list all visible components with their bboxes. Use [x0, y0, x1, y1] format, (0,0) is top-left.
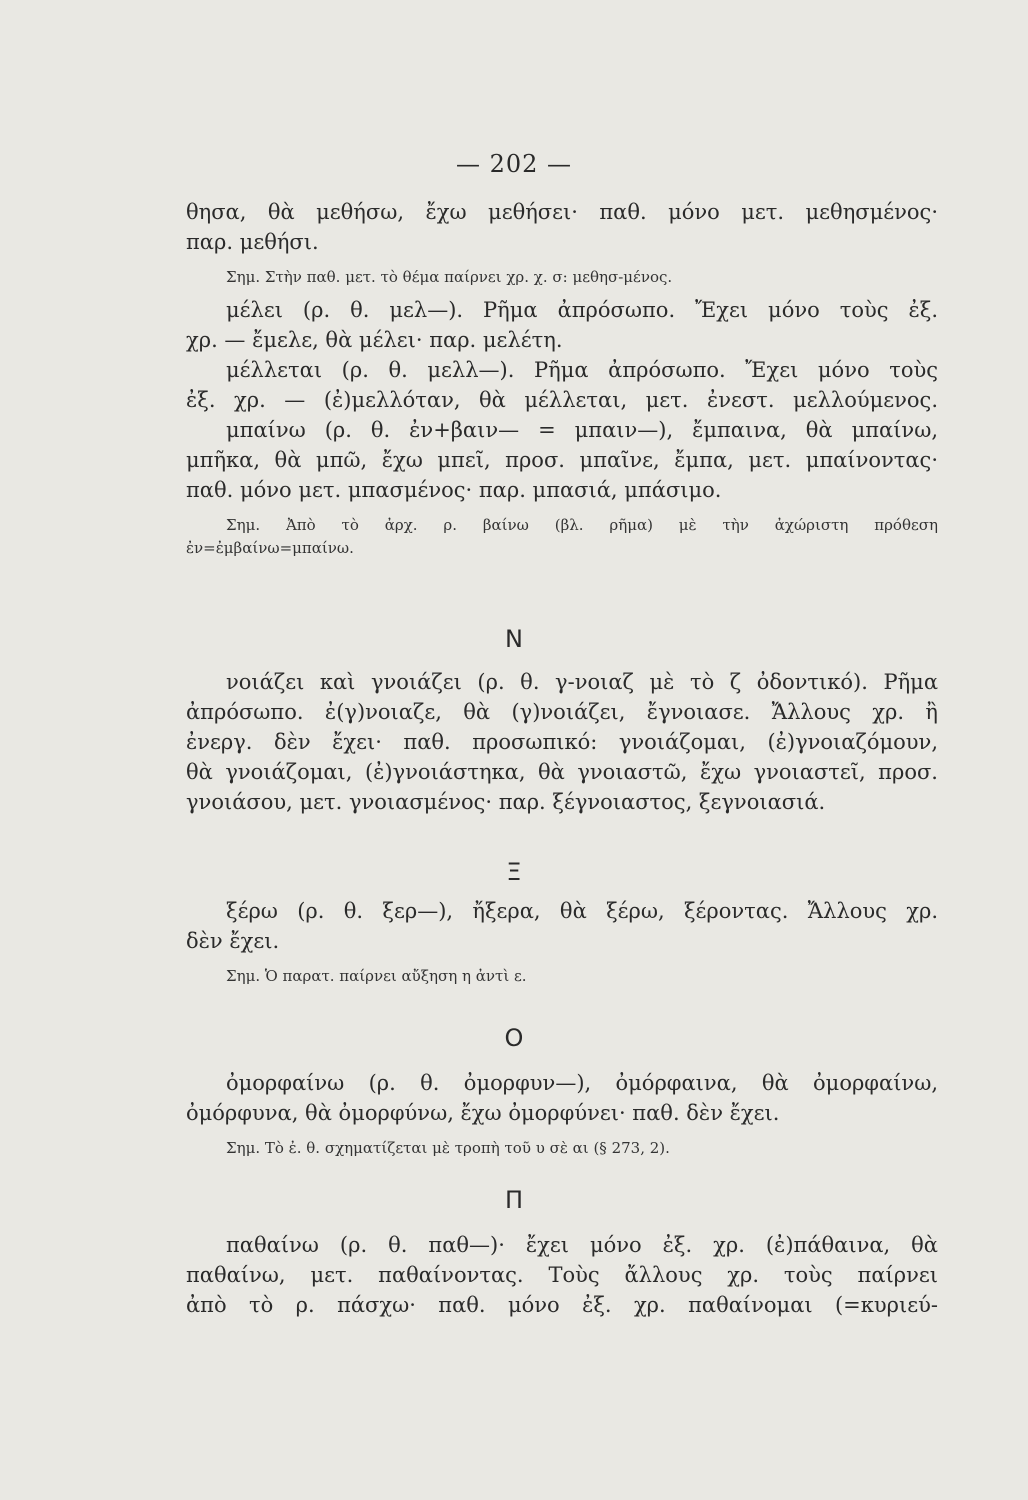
- note-line: Σημ. Ὁ παρατ. παίρνει αὔξηση η ἀντὶ ε.: [226, 967, 527, 985]
- section-letter-pi: Π: [504, 1186, 524, 1214]
- entry-section-1: [186, 197, 938, 560]
- text-line: ἀπρόσωπο. ἐ(γ)νοιαζε, θὰ (γ)νοιάζει, ἔγνοιασε. Ἄλλους χρ. ἢ: [186, 700, 938, 724]
- text-line: παθαίνω, μετ. παθαίνοντας. Τοὺς ἄλλους χρ. τοὺς παίρνει: [186, 1263, 938, 1287]
- text-line: δὲν ἔχει.: [186, 929, 280, 953]
- text-line: παθ. μόνο μετ. μπασμένος· παρ. μπασιά, μπάσιμο.: [186, 478, 722, 502]
- text-line: χρ. — ἔμελε, θὰ μέλει· παρ. μελέτη.: [186, 328, 563, 352]
- entry-headword-line: νοιάζει καὶ γνοιάζει (ρ. θ. γ-νοιαζ μὲ τὸ ζ ὀδοντικό). Ρῆμα: [226, 670, 938, 694]
- entry-section-4: [186, 1068, 938, 1160]
- section-letter-o: O: [504, 1024, 524, 1052]
- note-line: ἐν=ἐμβαίνω=μπαίνω.: [186, 539, 354, 557]
- note-line: Σημ. Στὴν παθ. μετ. τὸ θέμα παίρνει χρ. χ. σ: μεθησ-μένος.: [226, 268, 673, 286]
- text-line: μπῆκα, θὰ μπῶ, ἔχω μπεῖ, προσ. μπαῖνε, ἔμπα, μετ. μπαίνοντας·: [186, 448, 938, 472]
- entry-headword-line: ὀμορφαίνω (ρ. θ. ὀμορφυν—), ὀμόρφαινα, θὰ ὀμορφαίνω,: [226, 1071, 938, 1095]
- text-line: ἐνεργ. δὲν ἔχει· παθ. προσωπικό: γνοιάζομαι, (ἐ)γνοιαζόμουν,: [186, 730, 938, 754]
- entry-section-2: [186, 667, 938, 817]
- entry-headword-line: παθαίνω (ρ. θ. παθ—)· ἔχει μόνο ἐξ. χρ. (ἐ)πάθαινα, θὰ: [226, 1233, 938, 1257]
- text-line: ὀμόρφυνα, θὰ ὀμορφύνω, ἔχω ὀμορφύνει· παθ. δὲν ἔχει.: [186, 1101, 780, 1125]
- entry-section-5: [186, 1230, 938, 1320]
- section-letter-xi: Ξ: [506, 858, 522, 886]
- page-number: — 202 —: [455, 150, 573, 178]
- text-line: ἐξ. χρ. — (ἐ)μελλόταν, θὰ μέλλεται, μετ. ἐνεστ. μελλούμενος.: [186, 388, 938, 412]
- note-line: Σημ. Ἀπὸ τὸ ἀρχ. ρ. βαίνω (βλ. ρῆμα) μὲ τὴν ἀχώριστη πρόθεση: [226, 516, 938, 534]
- entry-headword-line: μέλλεται (ρ. θ. μελλ—). Ρῆμα ἀπρόσωπο. Ἔχει μόνο τοὺς: [226, 358, 938, 382]
- entry-headword-line: ξέρω (ρ. θ. ξερ—), ἤξερα, θὰ ξέρω, ξέροντας. Ἄλλους χρ.: [226, 899, 938, 923]
- note-line: Σημ. Τὸ ἐ. θ. σχηματίζεται μὲ τροπὴ τοῦ υ σὲ αι (§ 273, 2).: [226, 1139, 670, 1157]
- entry-section-3: [186, 896, 938, 988]
- entry-headword-line: μέλει (ρ. θ. μελ—). Ρῆμα ἀπρόσωπο. Ἔχει μόνο τοὺς ἐξ.: [226, 298, 938, 322]
- section-letter-n: N: [505, 625, 523, 653]
- text-line: θὰ γνοιάζομαι, (ἐ)γνοιάστηκα, θὰ γνοιαστῶ, ἔχω γνοιαστεῖ, προσ.: [186, 760, 938, 784]
- text-line: θησα, θὰ μεθήσω, ἔχω μεθήσει· παθ. μόνο μετ. μεθησμένος·: [186, 200, 938, 224]
- entry-headword-line: μπαίνω (ρ. θ. ἐν+βαιν— = μπαιν—), ἔμπαινα, θὰ μπαίνω,: [226, 418, 938, 442]
- text-line: γνοιάσου, μετ. γνοιασμένος· παρ. ξέγνοιαστος, ξεγνοιασιά.: [186, 790, 826, 814]
- text-line: παρ. μεθήσι.: [186, 230, 319, 254]
- text-line: ἀπὸ τὸ ρ. πάσχω· παθ. μόνο ἐξ. χρ. παθαίνομαι (=κυριεύ-: [186, 1293, 938, 1317]
